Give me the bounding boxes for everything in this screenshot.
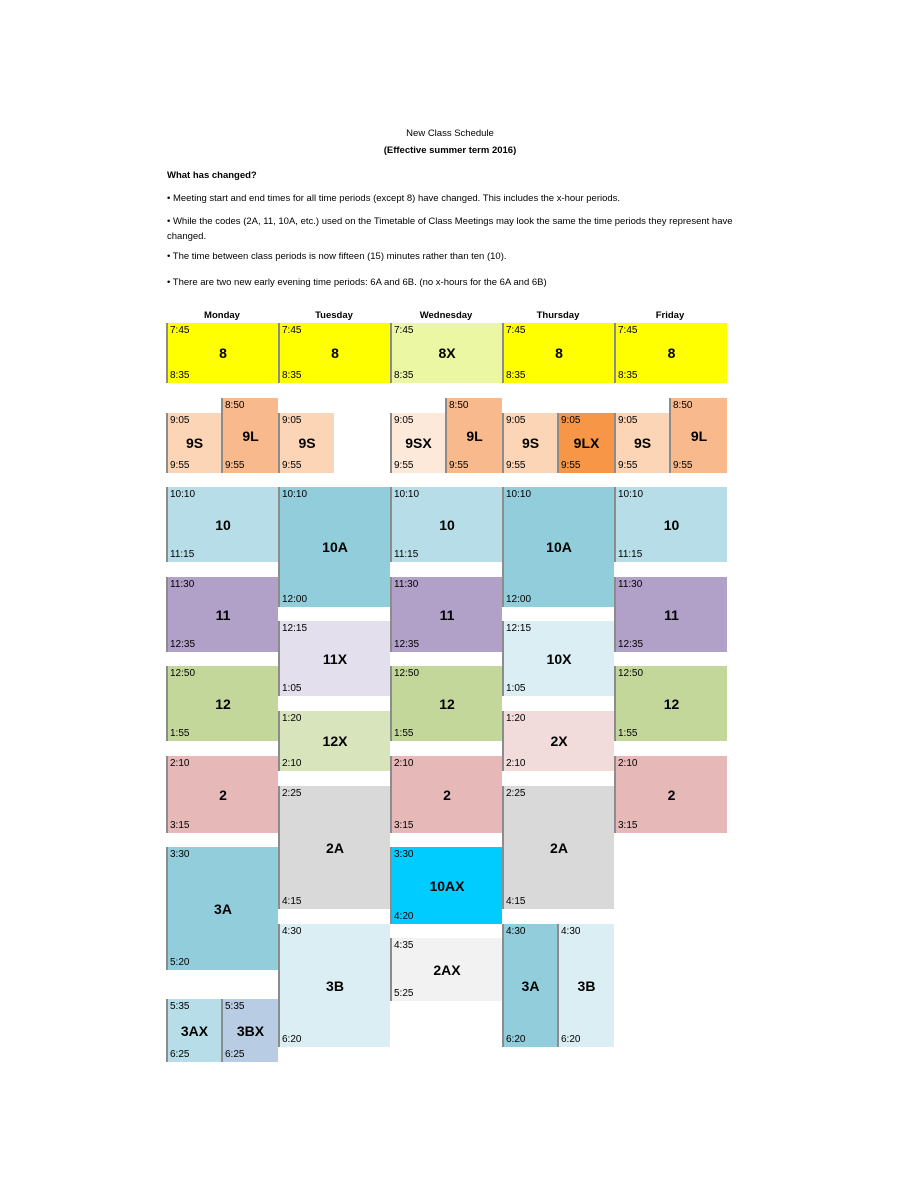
end-time: 6:25 — [170, 1049, 190, 1060]
period-code: 9S — [185, 435, 204, 451]
period-block-friday-2 — [614, 756, 727, 833]
start-time: 12:50 — [618, 668, 644, 679]
start-time: 8:50 — [449, 400, 469, 411]
start-time: 9:05 — [506, 415, 526, 426]
period-block-thursday-3a — [502, 924, 557, 1047]
start-time: 4:30 — [561, 926, 581, 937]
start-time: 4:30 — [282, 926, 302, 937]
period-code: 9L — [466, 427, 483, 444]
period-code: 10AX — [429, 877, 465, 894]
start-time: 2:10 — [170, 758, 190, 769]
day-header-tuesday: Tuesday — [315, 310, 353, 321]
period-block-wednesday-10 — [390, 487, 502, 562]
start-time: 8:50 — [673, 400, 693, 411]
end-time: 9:55 — [225, 460, 245, 471]
start-time: 4:30 — [506, 926, 526, 937]
changes-heading: What has changed? — [167, 170, 257, 181]
end-time: 4:15 — [282, 896, 302, 907]
end-time: 9:55 — [618, 460, 638, 471]
start-time: 9:05 — [618, 415, 638, 426]
change-bullet: • While the codes (2A, 11, 10A, etc.) used on the Timetable of Class Meetings may look the same the time periods they represent have changed. — [167, 216, 733, 242]
start-time: 9:05 — [282, 415, 302, 426]
end-time: 8:35 — [394, 370, 414, 381]
period-block-friday-9l — [669, 398, 727, 473]
end-time: 12:00 — [506, 594, 532, 605]
end-time: 11:15 — [618, 549, 643, 560]
period-block-thursday-2x — [502, 711, 614, 771]
day-header-wednesday: Wednesday — [419, 310, 473, 321]
period-code: 10 — [663, 516, 680, 533]
period-block-thursday-9lx — [557, 413, 614, 473]
end-time: 6:20 — [282, 1034, 302, 1045]
period-code: 10A — [546, 539, 572, 555]
start-time: 11:30 — [618, 579, 643, 590]
end-time: 12:00 — [282, 594, 308, 605]
end-time: 9:55 — [170, 460, 190, 471]
period-code: 10A — [322, 539, 348, 555]
period-code: 8X — [438, 345, 456, 361]
period-block-thursday-10x — [502, 621, 614, 696]
end-time: 6:20 — [561, 1034, 581, 1045]
period-code: 2AX — [433, 961, 461, 978]
period-block-wednesday-9sx — [390, 413, 445, 473]
period-code: 10 — [215, 516, 231, 533]
period-block-wednesday-10ax — [390, 847, 502, 924]
period-code: 3A — [521, 977, 540, 994]
period-code: 3B — [326, 977, 344, 994]
period-code: 12X — [322, 733, 348, 749]
start-time: 10:10 — [170, 489, 196, 500]
period-code: 9L — [690, 427, 708, 444]
period-block-friday-12 — [614, 666, 727, 741]
period-block-monday-3ax — [166, 999, 221, 1062]
period-block-tuesday-11x — [278, 621, 390, 696]
end-time: 9:55 — [282, 460, 302, 471]
period-block-monday-8 — [166, 323, 278, 383]
period-code: 9L — [242, 427, 259, 444]
end-time: 5:25 — [394, 988, 414, 999]
period-block-tuesday-3b — [278, 924, 390, 1047]
period-code: 3BX — [236, 1022, 265, 1039]
start-time: 1:20 — [282, 713, 302, 724]
period-code: 9S — [633, 435, 652, 451]
day-header-thursday: Thursday — [536, 310, 580, 321]
day-header-friday: Friday — [655, 310, 685, 321]
start-time: 12:15 — [282, 623, 308, 634]
period-code: 9LX — [573, 435, 600, 451]
period-block-tuesday-8 — [278, 323, 390, 383]
end-time: 12:35 — [394, 639, 420, 650]
end-time: 1:55 — [170, 728, 190, 739]
period-code: 3B — [577, 977, 596, 994]
period-code: 2X — [550, 733, 568, 749]
period-block-monday-9l — [221, 398, 278, 473]
period-block-monday-9s — [166, 413, 221, 473]
end-time: 6:25 — [225, 1049, 245, 1060]
period-code: 10X — [546, 650, 572, 667]
end-time: 8:35 — [506, 370, 526, 381]
period-block-tuesday-10a — [278, 487, 390, 607]
period-code: 2 — [443, 786, 451, 803]
end-time: 4:20 — [394, 911, 414, 922]
end-time: 9:55 — [449, 460, 469, 471]
period-code: 12 — [663, 695, 680, 712]
period-code: 9S — [298, 435, 316, 451]
start-time: 9:05 — [170, 415, 190, 426]
period-code: 8 — [219, 345, 227, 361]
period-block-wednesday-2 — [390, 756, 502, 833]
period-block-thursday-8 — [502, 323, 614, 383]
start-time: 2:10 — [618, 758, 638, 769]
start-time: 12:50 — [170, 668, 196, 679]
start-time: 7:45 — [170, 325, 190, 336]
change-bullet: • The time between class periods is now fifteen (15) minutes rather than ten (10). — [167, 251, 507, 262]
end-time: 1:05 — [282, 683, 302, 694]
period-block-thursday-9s — [502, 413, 557, 473]
period-code: 2A — [326, 839, 344, 856]
start-time: 7:45 — [618, 325, 638, 336]
end-time: 3:15 — [394, 820, 414, 831]
end-time: 8:35 — [170, 370, 190, 381]
end-time: 1:05 — [506, 683, 526, 694]
period-block-wednesday-8x — [390, 323, 502, 383]
end-time: 5:20 — [170, 957, 190, 968]
start-time: 2:10 — [394, 758, 414, 769]
period-block-wednesday-11 — [390, 577, 502, 652]
start-time: 7:45 — [282, 325, 302, 336]
period-code: 2A — [550, 839, 568, 856]
end-time: 1:55 — [394, 728, 414, 739]
start-time: 5:35 — [170, 1001, 190, 1012]
period-block-wednesday-12 — [390, 666, 502, 741]
start-time: 10:10 — [394, 489, 420, 500]
period-block-tuesday-9s — [278, 413, 334, 473]
end-time: 9:55 — [561, 460, 581, 471]
end-time: 12:35 — [170, 639, 196, 650]
start-time: 7:45 — [394, 325, 414, 336]
period-block-monday-3a — [166, 847, 278, 970]
start-time: 3:30 — [170, 849, 190, 860]
period-code: 3A — [214, 900, 232, 917]
start-time: 12:50 — [394, 668, 420, 679]
end-time: 11:15 — [170, 549, 195, 560]
end-time: 1:55 — [618, 728, 638, 739]
start-time: 4:35 — [394, 940, 414, 951]
change-bullet: • There are two new early evening time periods: 6A and 6B. (no x-hours for the 6A and 6B) — [167, 277, 547, 288]
period-code: 10 — [439, 516, 455, 533]
end-time: 8:35 — [618, 370, 638, 381]
period-block-thursday-3b — [557, 924, 614, 1047]
start-time: 11:30 — [394, 579, 419, 590]
period-code: 12 — [439, 695, 455, 712]
start-time: 2:25 — [282, 788, 302, 799]
end-time: 3:15 — [170, 820, 190, 831]
period-block-friday-10 — [614, 487, 727, 562]
end-time: 9:55 — [394, 460, 414, 471]
start-time: 9:05 — [561, 415, 581, 426]
period-code: 2 — [219, 786, 227, 803]
period-block-wednesday-2ax — [390, 938, 502, 1001]
period-code: 11 — [215, 606, 231, 623]
period-code: 12 — [215, 695, 231, 712]
end-time: 12:35 — [618, 639, 644, 650]
period-block-tuesday-12x — [278, 711, 390, 771]
period-code: 11 — [664, 606, 679, 623]
start-time: 8:50 — [225, 400, 245, 411]
start-time: 11:30 — [170, 579, 195, 590]
change-bullet: • Meeting start and end times for all time periods (except 8) have changed. This includes the x-hour periods. — [167, 193, 621, 204]
page-title: New Class Schedule — [406, 128, 494, 139]
end-time: 6:20 — [506, 1034, 526, 1045]
end-time: 11:15 — [394, 549, 419, 560]
period-code: 9S — [521, 435, 540, 451]
page-subtitle: (Effective summer term 2016) — [383, 145, 517, 156]
end-time: 8:35 — [282, 370, 302, 381]
period-block-tuesday-2a — [278, 786, 390, 909]
period-code: 2 — [667, 786, 676, 803]
period-block-thursday-10a — [502, 487, 614, 607]
start-time: 10:10 — [618, 489, 644, 500]
period-block-monday-11 — [166, 577, 278, 652]
start-time: 12:15 — [506, 623, 532, 634]
start-time: 1:20 — [506, 713, 526, 724]
period-code: 11 — [439, 606, 455, 623]
period-block-monday-3bx — [221, 999, 278, 1062]
start-time: 5:35 — [225, 1001, 245, 1012]
end-time: 2:10 — [282, 758, 302, 769]
period-block-monday-12 — [166, 666, 278, 741]
period-code: 11X — [322, 650, 348, 667]
end-time: 2:10 — [506, 758, 526, 769]
end-time: 9:55 — [673, 460, 693, 471]
start-time: 7:45 — [506, 325, 526, 336]
period-block-monday-10 — [166, 487, 278, 562]
end-time: 9:55 — [506, 460, 526, 471]
start-time: 10:10 — [506, 489, 532, 500]
start-time: 3:30 — [394, 849, 414, 860]
period-code: 3AX — [180, 1022, 209, 1039]
period-block-friday-9s — [614, 413, 669, 473]
period-block-thursday-2a — [502, 786, 614, 909]
start-time: 9:05 — [394, 415, 414, 426]
period-code: 8 — [331, 345, 339, 361]
period-block-friday-8 — [614, 323, 727, 383]
day-header-monday: Monday — [204, 310, 240, 321]
start-time: 2:25 — [506, 788, 526, 799]
period-block-monday-2 — [166, 756, 278, 833]
end-time: 3:15 — [618, 820, 638, 831]
period-code: 8 — [667, 345, 676, 361]
period-code: 8 — [555, 345, 563, 361]
end-time: 4:15 — [506, 896, 526, 907]
start-time: 10:10 — [282, 489, 308, 500]
period-block-wednesday-9l — [445, 398, 502, 473]
period-block-friday-11 — [614, 577, 727, 652]
period-code: 9SX — [405, 435, 432, 451]
